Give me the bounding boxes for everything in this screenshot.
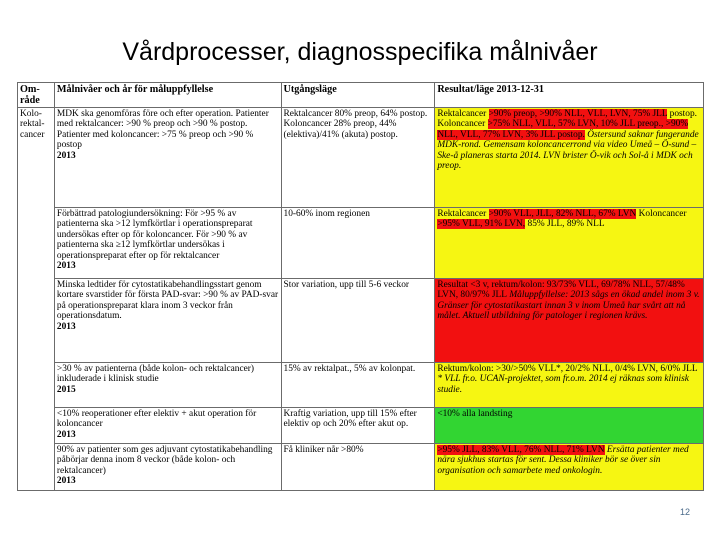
start-cell: Stor variation, upp till 5-6 veckor bbox=[281, 279, 435, 363]
page-number: 12 bbox=[679, 507, 690, 517]
result-part: >90% VLL, JLL, 82% NLL, 67% LVN bbox=[488, 209, 637, 219]
header-start: Utgångsläge bbox=[281, 83, 435, 108]
result-part: >90% preop, >90% NLL, VLL, LVN, 75% JLL bbox=[488, 109, 668, 119]
goal-cell bbox=[54, 363, 281, 408]
table-row bbox=[18, 408, 704, 444]
start-cell: 15% av rektalpat., 5% av kolonpat. bbox=[281, 363, 435, 408]
table-header-row bbox=[18, 83, 704, 108]
area-label: Kolo-rektal-cancer bbox=[20, 109, 45, 140]
goal-year: 2013 bbox=[56, 476, 76, 487]
result-cell bbox=[435, 108, 704, 208]
table-row bbox=[18, 279, 704, 363]
header-area: Om-råde bbox=[18, 83, 55, 108]
result-cell bbox=[435, 363, 704, 408]
start-cell: Rektalcancer 80% preop, 64% postop. Koloncancer 28% preop, 44% (elektiva)/41% (akuta) postop. bbox=[281, 108, 435, 208]
goal-cell bbox=[54, 279, 281, 363]
result-part: 85% JLL, 89% NLL bbox=[525, 219, 605, 230]
result-cell bbox=[435, 208, 704, 279]
table-row bbox=[18, 363, 704, 408]
result-cell bbox=[435, 279, 704, 363]
result-part: >75% NLL, VLL, 57% LVN, 10% JLL preop., >90% NLL, VLL, 77% LVN, 3% JLL postop. bbox=[437, 119, 689, 140]
result-part: postop. Koloncancer bbox=[437, 109, 697, 130]
start-cell: Kraftig variation, upp till 15% efter elektiv op och 20% efter akut op. bbox=[281, 408, 435, 444]
table-row bbox=[18, 208, 704, 279]
goal-cell bbox=[54, 108, 281, 208]
result-part: Östersund saknar fungerande MDK-rond. Gemensam koloncancerrond via video Umeå – Ö-sund – Ske-å planeras starta 2014. LVN brister Ö-vik och Sol-å i MDK och preop. bbox=[437, 129, 699, 172]
header-goal: Målnivåer och år för måluppfyllelse bbox=[54, 83, 281, 108]
result-part: Måluppfyllelse: 2013 sågs en ökad andel inom 3 v. Gränser för cytostatikastart innan 3 v inom Umeå har svårt att nå målet. Aktuell utbildning för patologer i regionen krävs. bbox=[437, 290, 700, 322]
start-cell: 10-60% inom regionen bbox=[281, 208, 435, 279]
goal-text: Förbättrad patologiundersökning: För >95 % av patienterna ska >12 lymfkörtlar i operationspreparat undersökas efter op för koloncancer. För >90 % av patienterna ska ≥12 lymfkörtlar undersökas i operationspreparat efter op för rektalcancer bbox=[56, 209, 253, 261]
goal-year: 2013 bbox=[56, 150, 76, 161]
area-cell bbox=[18, 108, 55, 491]
goal-cell bbox=[54, 408, 281, 444]
goal-cell bbox=[54, 444, 281, 491]
result-part: Koloncancer bbox=[636, 209, 687, 219]
goal-text: >30 % av patienterna (både kolon- och rektalcancer) inkluderade i klinisk studie bbox=[56, 364, 255, 385]
goal-text: 90% av patienter som ges adjuvant cytostatikabehandling påbörjar denna inom 8 veckor (både kolon- och rektalcancer) bbox=[56, 445, 273, 476]
result-part: >95% VLL, 91% LVN, bbox=[437, 219, 526, 230]
result-cell bbox=[435, 408, 704, 444]
table-row bbox=[18, 108, 704, 208]
table-row bbox=[18, 444, 704, 491]
goal-year: 2013 bbox=[56, 261, 76, 272]
result-part: >95% JLL, 83% VLL, 76% NLL, 71% LVN bbox=[437, 445, 605, 455]
goal-text: Minska ledtider för cytostatikabehandlingsstart genom kortare svarstider för första PAD-svar: >90 % av PAD-svar på operationspreparat klara inom 3 veckor från operationsdatum. bbox=[56, 280, 279, 322]
result-part: Rektalcancer bbox=[437, 109, 489, 119]
goal-year: 2015 bbox=[56, 384, 76, 395]
result-part: Resultat <3 v, rektum/kolon: 93/73% VLL, 69/78% NLL, 57/48% LVN, 80/97% JLL bbox=[437, 280, 685, 301]
goal-year: 2013 bbox=[56, 429, 76, 440]
goals-table bbox=[17, 82, 704, 491]
result-cell bbox=[435, 444, 704, 491]
start-cell: Få kliniker når >80% bbox=[281, 444, 435, 491]
result-part: Rektum/kolon: >30/>50% VLL*, 20/2% NLL, 0/4% LVN, 6/0% JLL bbox=[437, 364, 698, 374]
result-part: Rektalcancer bbox=[437, 209, 489, 219]
goal-year: 2013 bbox=[56, 321, 76, 332]
goal-text: MDK ska genomföras före och efter operation. Patienter med rektalcancer: >90 % preop och >90 % postop. Patienter med koloncancer: >75 % preop och >90 % postop bbox=[56, 109, 269, 151]
slide-title: Vårdprocesser, diagnosspecifika målnivåer bbox=[122, 38, 598, 66]
goal-text: <10% reoperationer efter elektiv + akut operation för koloncancer bbox=[56, 409, 257, 430]
result-part: * VLL fr.o. UCAN-projektet, som fr.o.m. 2014 ej räknas som klinisk studie. bbox=[437, 374, 689, 395]
header-result: Resultat/läge 2013-12-31 bbox=[435, 83, 704, 108]
result-part: <10% alla landsting bbox=[437, 409, 513, 419]
goal-cell bbox=[54, 208, 281, 279]
result-part: Ersätta patienter med nära sjukhus startas för sent. Dessa kliniker bör se över sin organisation och samarbete med onkologin. bbox=[437, 445, 689, 476]
